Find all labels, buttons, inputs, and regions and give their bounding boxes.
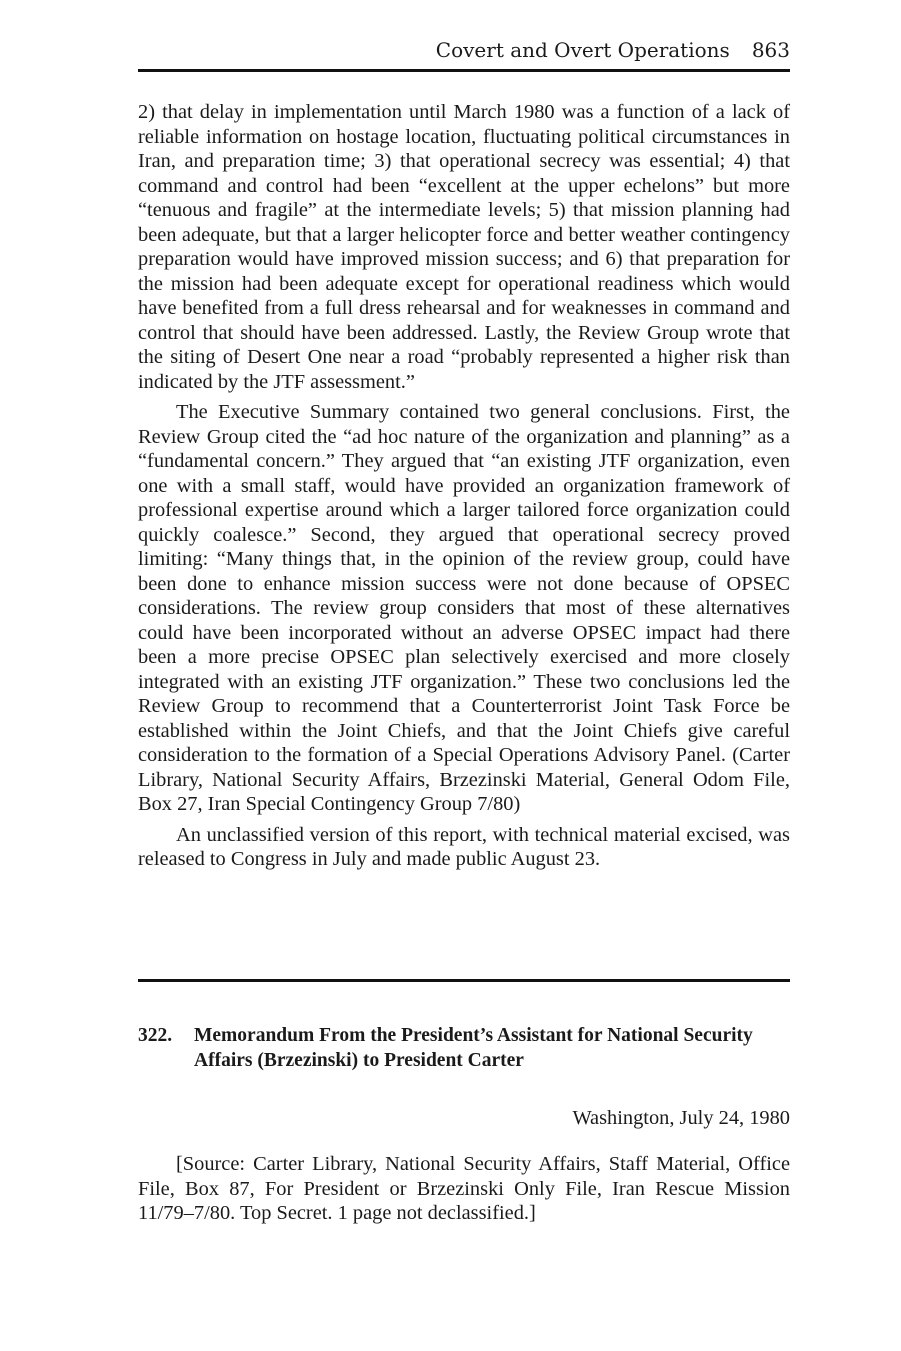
running-head (436, 38, 790, 62)
section-rule (138, 979, 790, 982)
header-rule (138, 69, 790, 72)
document-number: 322. (138, 1025, 173, 1046)
document-title: Memorandum From the President’s Assistant for National Security Affairs (Brzezinski) to President Carter (194, 1025, 753, 1071)
dateline: Washington, July 24, 1980 (572, 1107, 790, 1129)
document-heading (138, 1023, 790, 1073)
source-note: [Source: Carter Library, National Security Affairs, Staff Material, Office File, Box 87, For President or Brzezinski Only File, Iran Rescue Mission 11/79–7/80. Top Secret. 1 page not declassified.] (138, 1153, 790, 1224)
running-title: Covert and Overt Operations (435, 38, 730, 62)
paragraph-executive-summary: The Executive Summary contained two general conclusions. First, the Review Group cited the “ad hoc nature of the organization and planning” as a “fundamental concern.” They argued that “an existing JTF organization, even one with a small staff, would have provided an organization framework of professional expertise around which a larger tailored force organization could quickly coalesce.” Second, they argued that operational secrecy proved limiting: “Many things that, in the opinion of the review group, could have been done to enhance mission success were not done because of OPSEC considerations. The review group considers that most of these alternatives could have been incorporated without an adverse OPSEC impact had there been a more precise OPSEC plan selectively exercised and more closely integrated with an existing JTF organization.” These two conclusions led the Review Group to recommend that a Counterterrorist Joint Task Force be established within the Joint Chiefs, and that the Joint Chiefs give careful consideration to the formation of a Special Operations Advisory Panel. (Carter Library, National Security Affairs, Brzezinski Material, General Odom File, Box 27, Iran Special Contingency Group 7/80) (138, 401, 790, 815)
page-number: 863 (751, 38, 790, 62)
body-text (138, 100, 790, 878)
paragraph-unclassified-version: An unclassified version of this report, with technical material excised, was released to Congress in July and made public August 23. (138, 823, 790, 870)
paragraph-continuation: 2) that delay in implementation until March 1980 was a function of a lack of reliable information on hostage location, fluctuating political circumstances in Iran, and preparation time; 3) that operational secrecy was essential; 4) that command and control had been “excellent at the upper echelons” but more “tenuous and fragile” at the intermediate levels; 5) that mission planning had been adequate, but that a larger helicopter force and better weather contingency preparation would have improved mission success; and 6) that preparation for the mission had been adequate except for operational readiness which would have benefited from a full dress rehearsal and for weaknesses in command and control that should have been addressed. Lastly, the Review Group wrote that the siting of Desert One near a road “probably represented a higher risk than indicated by the JTF assessment.” (138, 101, 790, 393)
